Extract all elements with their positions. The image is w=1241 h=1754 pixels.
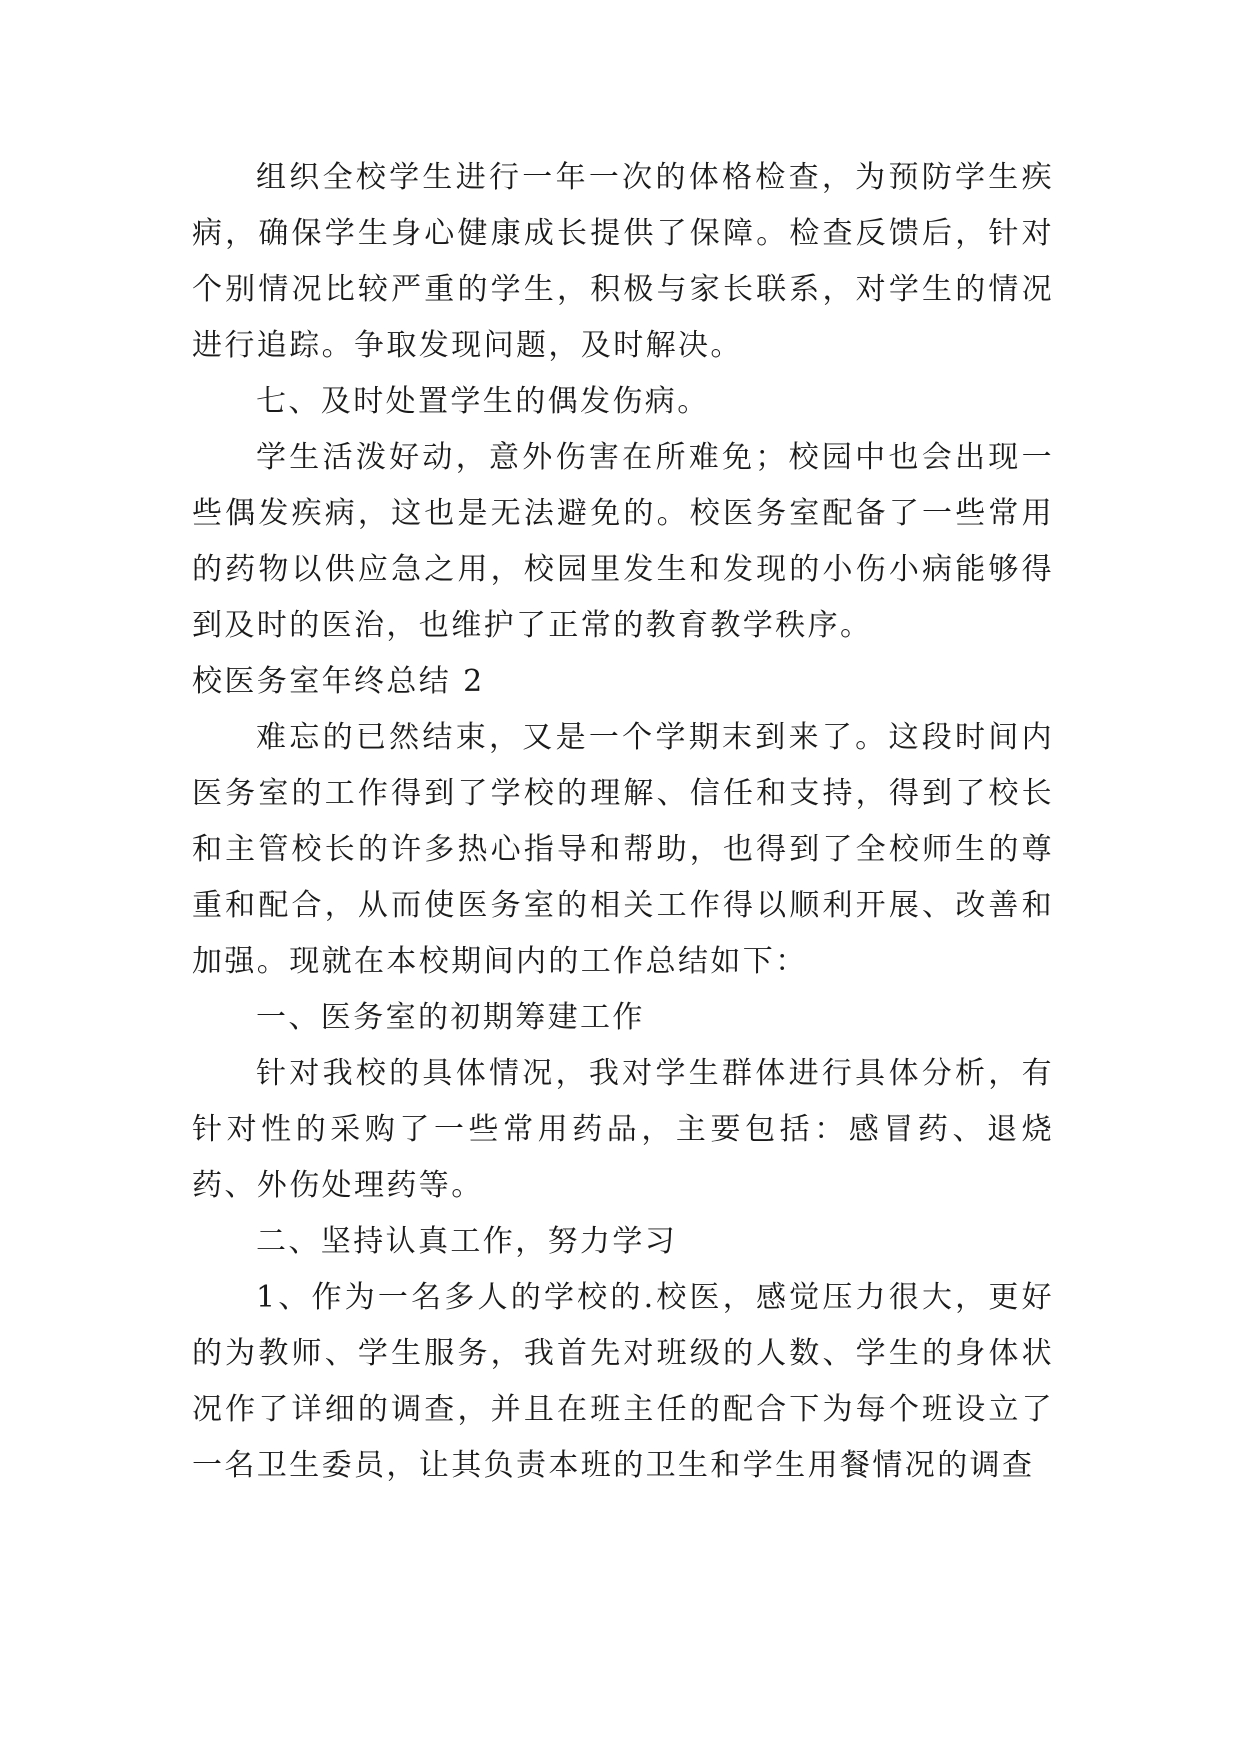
- document-page: [192, 150, 1054, 1494]
- paragraph-intro: 难忘的已然结束，又是一个学期末到来了。这段时间内医务室的工作得到了学校的理解、信任和支持，得到了校长和主管校长的许多热心指导和帮助，也得到了全校师生的尊重和配合，从而使医务室的相关工作得以顺利开展、改善和加强。现就在本校期间内的工作总结如下：: [192, 720, 1054, 979]
- paragraph-medicine-procurement: 针对我校的具体情况，我对学生群体进行具体分析，有针对性的采购了一些常用药品，主要包括：感冒药、退烧药、外伤处理药等。: [192, 1056, 1054, 1203]
- paragraph-item-one: 1、作为一名多人的学校的.校医，感觉压力很大，更好的为教师、学生服务，我首先对班级的人数、学生的身体状况作了详细的调查，并且在班主任的配合下为每个班设立了一名卫生委员，让其负责本班的卫生和学生用餐情况的调查: [192, 1280, 1054, 1483]
- heading-section-seven: 七、及时处置学生的偶发伤病。: [256, 384, 710, 419]
- heading-section-two: 二、坚持认真工作，努力学习: [256, 1224, 678, 1259]
- paragraph-incidental-injuries: 学生活泼好动，意外伤害在所难免；校园中也会出现一些偶发疾病，这也是无法避免的。校医务室配备了一些常用的药物以供应急之用，校园里发生和发现的小伤小病能够得到及时的医治，也维护了正常的教育教学秩序。: [192, 440, 1054, 643]
- heading-section-one: 一、医务室的初期筹建工作: [256, 1000, 645, 1035]
- paragraph-health-exam: 组织全校学生进行一年一次的体格检查，为预防学生疾病，确保学生身心健康成长提供了保障。检查反馈后，针对个别情况比较严重的学生，积极与家长联系，对学生的情况进行追踪。争取发现问题，及时解决。: [192, 160, 1054, 363]
- document-title-summary-2: 校医务室年终总结 2: [192, 664, 485, 699]
